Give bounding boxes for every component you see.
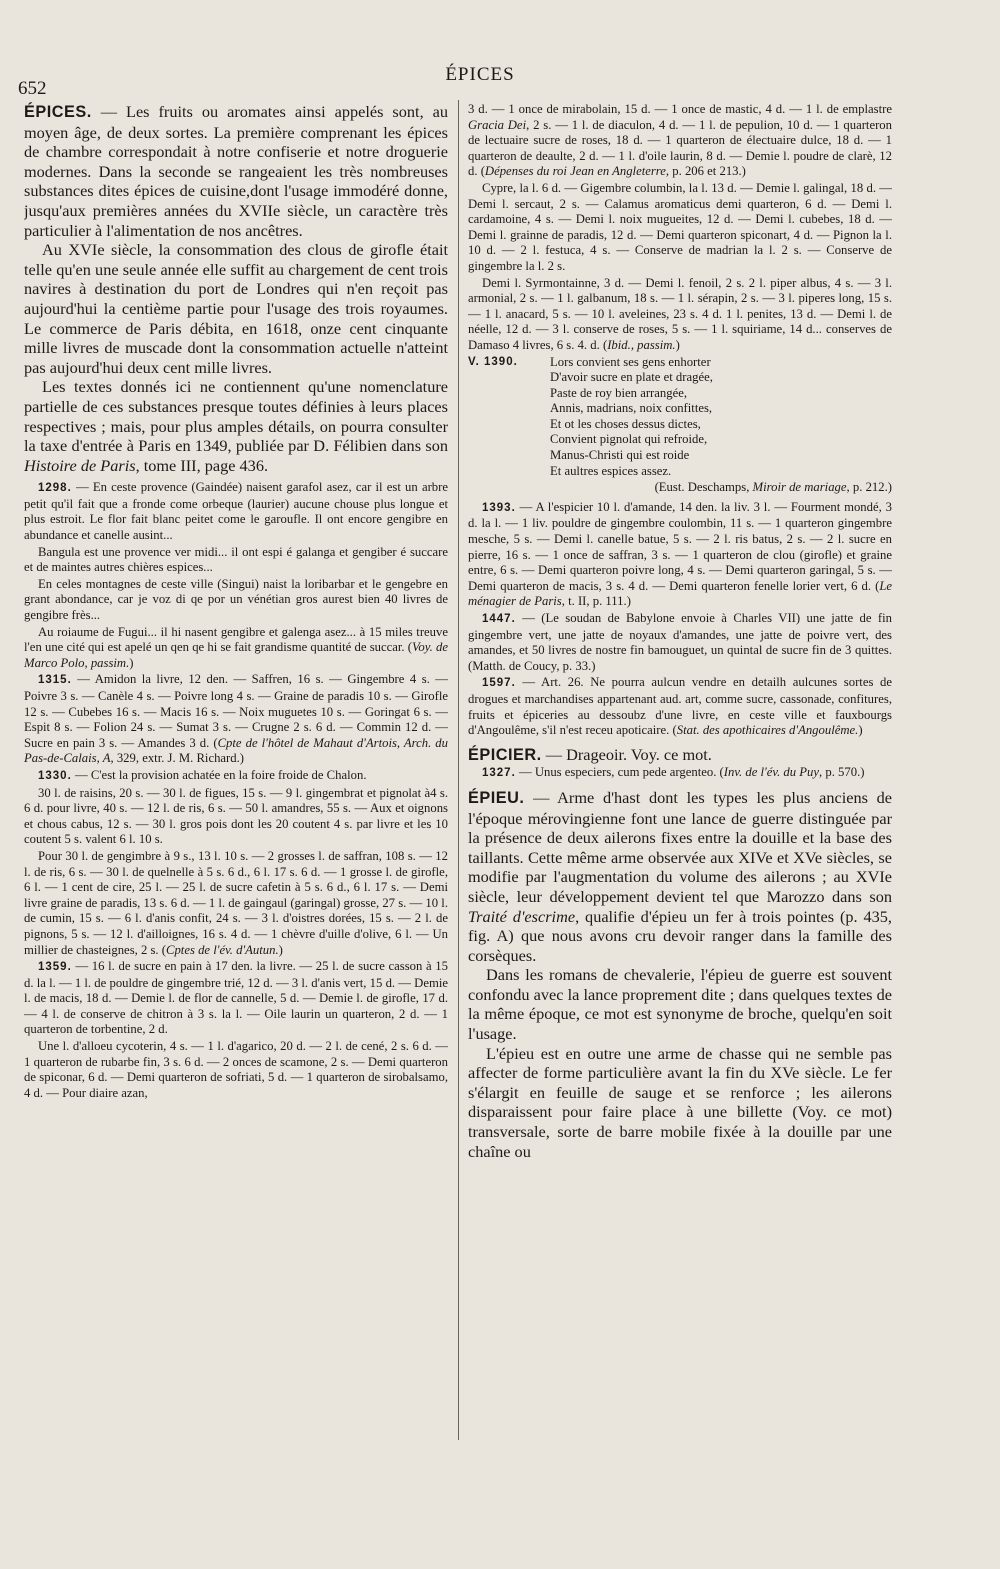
entry-1327: 1327. — Unus especiers, cum pede argenteo. (Inv. de l'év. du Puy, p. 570.) xyxy=(482,765,865,780)
entry-1315: 1315. — Amidon la livre, 12 den. — Saffren, 16 s. — Gingembre 4 s. — Poivre 3 s. — Canèle 4 s. — Poivre long 4 s. — Graine de paradis 10 s. — Girofle 12 s. — Cubebes 16 s. — Macis 16 s. — Noix muguetes 10 s. — Goringat 6 s. — Espit 8 s. — Folion 24 s. — Sumat 3 s. — Crugne 2 s. 6 d. — Commin 12 d. — Sucre en pain 3 s. — Amandes 3 d. (Cpte de l'hôtel de Mahaut d'Artois, Arch. du Pas-de-Calais, A, 329, extr. J. M. Richard.) xyxy=(24,672,448,766)
poem-line: Et ot les choses dessus dictes, xyxy=(550,416,701,431)
poem-line: Convient pignolat qui refroide, xyxy=(550,432,708,447)
paragraph-romans: Dans les romans de chevalerie, l'épieu de guerre est souvent confondu avec la lance proprement dite ; dans quelques textes de la même époque, ce mot est synonyme de broche, quelqu'en soit l'usage. xyxy=(468,965,892,1044)
poem-citation: (Eust. Deschamps, Miroir de mariage, p. 212.) xyxy=(654,480,892,495)
headword-epieu: ÉPIEU. xyxy=(468,788,525,807)
poem-line: Et aultres espices assez. xyxy=(550,463,672,478)
column-divider xyxy=(458,100,459,1440)
entry-1298-fugui: Au roiaume de Fugui... il hi nasent gengibre et galenga asez... à 15 miles treuve l'en une cité qui est apelé un qen qe hi se fait grandisme quantité de succar. (Voy. de Marco Polo, passim.) xyxy=(24,624,448,670)
poem-lines xyxy=(550,355,892,480)
entry-1330-raisins: 30 l. de raisins, 20 s. — 30 l. de figues, 15 s. — 9 l. gingembrat et pignolat à4 s. 6 d. pour livre, 40 s. — 12 l. de ris, 6 s. — 50 l. amandres, 55 s. — Aux et oignons et chous cabus, 12 s. — 30 l. gros pois dont les 20 coutent 4 s. par livre et les 10 coutent 5 s. valent 6 l. 10 s. xyxy=(24,785,448,847)
poem-line: Lors convient ses gens enhorter xyxy=(550,354,711,369)
paragraph-textes: Les textes donnés ici ne contiennent qu'une nomenclature partielle de ces substances presque toutes définies à leurs places respectives ; mais, pour plus amples détails, on pourra consulter la taxe d'entrée à Paris en 1349, publiée par D. Félibien dans son Histoire de Paris, tome III, page 436. xyxy=(24,377,448,475)
year-label: 1393. xyxy=(482,501,516,514)
right-column xyxy=(468,102,892,1442)
entry-syrmontainne: Demi l. Syrmontainne, 3 d. — Demi l. fenoil, 2 s. 2 l. piper albus, 4 s. — 3 l. armonial, 2 s. — 1 l. galbanum, 18 s. — 1 l. sérapin, 2 s. — 3 l. piperes long, 15 s. — 1 l. anacard, 5 s. — 10 l. aveleines, 23 s. 4 d. 1 l. penites, 13 d. — Demi l. de néelle, 12 d. — 3 l. conserve de roses, 5 s. — 1 l. squiriame, 14 d... conserves de Damaso 4 livres, 6 s. 4. d. (Ibid., passim.) xyxy=(468,275,892,352)
entry-1393: 1393. — A l'espicier 10 l. d'amande, 14 den. la liv. 3 l. — Fourment mondé, 3 d. la l. — 1 liv. pouldre de gingembre coulombin, 11 s. — 1 quarteron gingembre mesche, 5 s. — Demi l. canelle batue, 5 s. — 2 l. ris batus, 2 s. — 2 l. sucre en pierre, 16 s. — 1 once de saffran, 3 s. — 1 quarteron de clou (girofle) et graine entre, 6 s. — Demi quarteron poivre long, 4 s. — Demi quarteron garingal, 5 s. — Demi quarteron de macis, 3 s. 4 d. — Demi quarteron fenelle lorier vert, 6 d. (Le ménagier de Paris, t. II, p. 111.) xyxy=(468,499,892,609)
page-number: 652 xyxy=(18,78,47,99)
year-label: 1359. xyxy=(38,961,72,974)
entry-1298-singui: En celes montagnes de ceste ville (Singui) naist la loribarbar et le gengebre en grant abondance, car je voz di qe por un vénétian gros aurest bien 40 livres de gengibre frès... xyxy=(24,576,448,623)
entry-cypre: Cypre, la l. 6 d. — Gigembre columbin, la l. 13 d. — Demie l. galingal, 18 d. — Demi l. sercaut, 2 s. — Calamus aromaticus demi quarteron, 6 d. — Demi l. cardamoine, 4 s. — Demi l. noix mugueites, 12 d. — Demi l. cubebes, 18 d. — Demi l. grainne de paradis, 12 d. — Demi quarteron spiconart, 4 d. — Pignon la l. 10 d. — 2 l. festuca, 4 s. — Conserve de madrian la l. 2 s. — Conserve de gingembre la l. 2 s. xyxy=(468,180,892,273)
year-label: 1327. xyxy=(482,767,516,780)
entry-1359-continued: 3 d. — 1 once de mirabolain, 15 d. — 1 once de mastic, 4 d. — 1 l. de emplastre Gracia Dei, 2 s. — 1 l. de diaculon, 4 d. — 1 l. de pepulion, 10 d. — 1 quarteron de lectuaire sucre de roses, 18 d. — 1 quarteron de électuaire dulce, 18 d. — 1 quarteron de deaulte, 2 d. — 1 l. d'oile laurin, 8 d. — Demie l. poudre de clarè, 12 d. (Dépenses du roi Jean en Angleterre, p. 206 et 213.) xyxy=(468,102,892,179)
entry-1330: 1330. — C'est la provision achatée en la foire froide de Chalon. xyxy=(38,767,367,782)
entry-1390-poem xyxy=(468,355,892,480)
year-label: 1597. xyxy=(482,677,516,690)
running-head: ÉPICES xyxy=(445,64,515,85)
entry-1359: 1359. — 16 l. de sucre en pain à 17 den. la livre. — 25 l. de sucre casson à 15 d. la l. — 1 l. de pouldre de gingembre trié, 12 d. — 3 l. d'anis vert, 15 d. — Demie l. de macis, 18 d. — Demie l. de flor de cannelle, 5 d. — Demie l. de girofle, 17 d. — 4 l. de conserve de chitron à 3 s. la l. — Oile laurin un quarteron, 2 d. — 1 quarteron de torbentine, 2 d. xyxy=(24,959,448,1037)
poem-line: D'avoir sucre en plate et dragée, xyxy=(550,370,713,385)
entry-epicier: ÉPICIER. — Drageoir. Voy. ce mot. xyxy=(468,744,712,764)
entry-1298-bangula: Bangula est une provence ver midi... il ont espi é galanga et gengiber é succare et de maintes autres chières espices... xyxy=(24,544,448,575)
paragraph-chasse: L'épieu est en outre une arme de chasse qui ne semble pas affecter de forme particulière avant la fin du XVe siècle. Le fer s'élargit en feuille de sauge et se renforce ; les ailerons disparaissent pour faire place à une billette (Voy. ce mot) transversale, sorte de barre mobile fixée à la douille par une chaîne ou xyxy=(468,1043,892,1161)
entry-1597: 1597. — Art. 26. Ne pourra aulcun vendre en detailh aulcunes sortes de drogues et marchandises appartenant aud. art, comme sucre, cassonade, confitures, fruits et épiceries au dessoubz d'une livre, en ceste ville et fauxbourgs d'Angoulême, s'il n'est receu apoticaire. (Stat. des apothicaires d'Angoulême.) xyxy=(468,675,892,738)
entry-1298: 1298. — En ceste provence (Gaindée) naisent garafol asez, car il est un arbre petit qu'il fait que a fronde come orbeque (laurier) aucune chouse plus longue et plus estroit. Le flor fait blanc peitet come le garoufle. Il ont encore gengibre en abundance et canelle ausint... xyxy=(24,480,448,543)
year-label: 1447. xyxy=(482,613,516,625)
headword-epices: ÉPICES. xyxy=(24,103,92,121)
headword-epicier: ÉPICIER. xyxy=(468,745,542,764)
poem-line: Paste de roy bien arrangée, xyxy=(550,385,688,400)
paragraph-girofle: Au XVIe siècle, la consommation des clous de girofle était telle qu'en une seule année elle suffit au chargement de cent trois navires à destination du port de Londres qui n'en reçoit pas aujourd'hui la centième partie pour l'usage des trois royaumes. Le commerce de Paris débita, en 1618, onze cent cinquante mille livres de muscade dont la consommation actuelle n'atteint pas aujourd'hui deux cent mille livres. xyxy=(24,240,448,377)
year-label: V. 1390. xyxy=(468,355,518,368)
poem-line: Annis, madrians, noix confittes, xyxy=(550,401,713,416)
entry-1359-alloeu: Une l. d'alloeu cycoterin, 4 s. — 1 l. d'agarico, 20 d. — 2 l. de cené, 2 s. 6 d. — 1 quarteron de rubarbe fin, 3 s. 6 d. — 2 onces de scamone, 2 s. — Demi quarteron de spiconar, 6 d. — Demi quarteron de sofriati, 5 d. — 1 quarteron de sirobalsamo, 4 d. — Pour diaire azan, xyxy=(24,1039,448,1100)
year-label: 1315. xyxy=(38,674,72,687)
entry-epices-intro: ÉPICES. — Les fruits ou aromates ainsi appelés sont, au moyen âge, de deux sortes. La première comprenant les épices de chambre correspondait à notre confiserie et notre droguerie modernes. Dans la seconde se rangeaient les très nombreuses substances dites épices de cuisine,dont l'usage immodéré donne, jusqu'aux premières années du XVIIe siècle, un caractère très particulier à l'alimentation de nos ancêtres. xyxy=(24,102,448,240)
poem-line: Manus-Christi qui est roide xyxy=(550,448,690,463)
left-column xyxy=(24,102,448,1442)
year-label: 1330. xyxy=(38,769,72,782)
entry-1447: 1447. — (Le soudan de Babylone envoie à Charles VII) une jatte de fin gingembre vert, une jatte de noyaux d'amandes, une jatte de poivre vert, des amandes, et 50 livres de nostre fin bamouguet, un quintal de sucre fin de 3 quittes. (Matth. de Coucy, p. 33.) xyxy=(468,611,892,673)
entry-epieu: ÉPIEU. — Arme d'hast dont les types les plus anciens de l'époque mérovingienne font une lance de guerre distinguée par la présence de deux ailerons fixes entre la douille et la base des taillants. Cette même arme observée aux XIVe et XVe siècles, se modifie par l'augmentation du volume des ailerons ; au XVIe siècle, leur développement devient tel que Marozzo dans son Traité d'escrime, qualifie d'épieu un fer à trois pointes (p. 435, fig. A) que nous avons cru devoir ranger dans la famille des corsèques. xyxy=(468,787,892,965)
entry-1330-gengimbre: Pour 30 l. de gengimbre à 9 s., 13 l. 10 s. — 2 grosses l. de saffran, 108 s. — 12 l. de ris, 6 s. — 30 l. de quelnelle à 5 s. 6 d., 6 l. 17 s. 6 d. — 1 grosse l. de girofle, 6 l. — 1 cent de cire, 25 l. — 25 l. de sucre cafetin à 5 s. 6 d., 6 l. 17 s. — Demi livre graine de paradis, 13 s. 6 d. — 1 l. de gaingaul (garingal) grosse, 27 s. — 10 l. de cumin, 15 s. — 6 l. d'anis confit, 24 s. — 3 l. d'oistres dorées, 15 s. — 2 l. de pignons, 5 s. — 12 l. d'ailloignes, 16 s. 4 d. — 1 chèvre d'uille d'olive, 6 l. — Un millier de chasteignes, 2 s. (Cptes de l'év. d'Autun.) xyxy=(24,848,448,957)
year-label: 1298. xyxy=(38,482,72,495)
